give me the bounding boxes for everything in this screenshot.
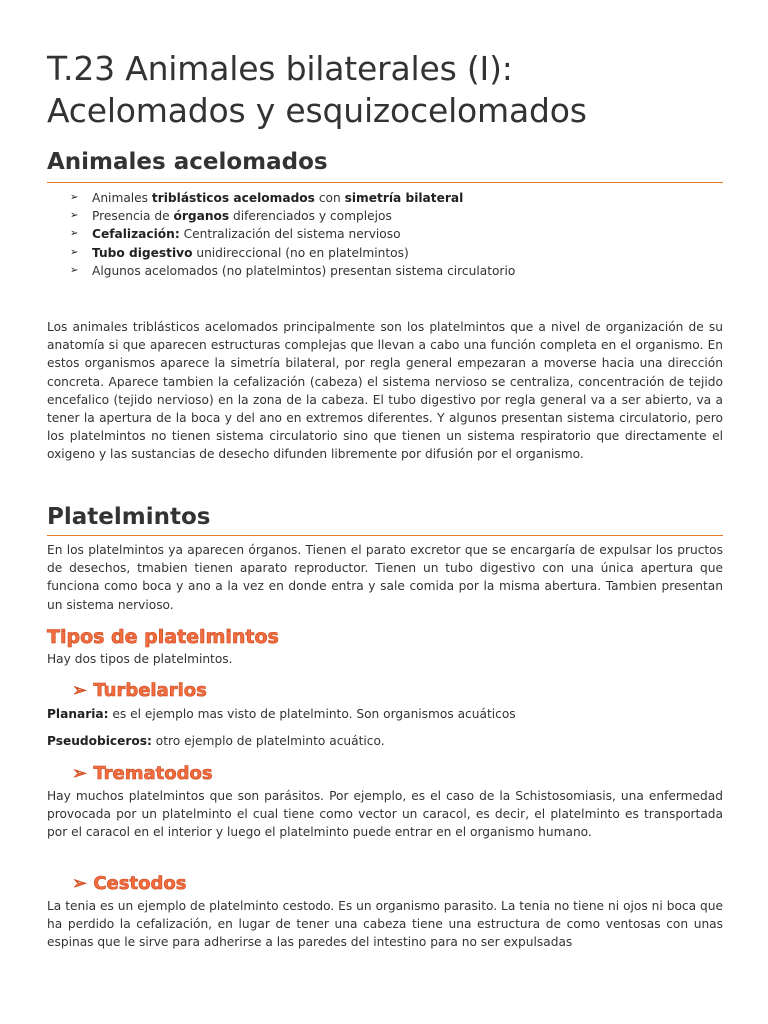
arrow-bullet-icon: ➢ — [70, 264, 79, 276]
heading-trematodos: ➢ Trematodos — [72, 763, 213, 784]
bullet-text: Animales — [92, 191, 152, 205]
bullet-text: Centralización del sistema nervioso — [179, 227, 401, 242]
list-item — [70, 225, 515, 243]
platelmintos-paragraph: En los platelmintos ya aparecen órganos. Tienen el parato excretor que se encargaría de expulsar los pructos de desechos, tmabien tienen aparato reproductor. Tienen un tubo digestivo con una única apertura que funciona como boca y ano a la vez en donde entra y sale comida por la misma abertura. Tambien presentan un sistema nervioso. — [47, 543, 723, 612]
bullet-bold: Cefalización: — [92, 227, 180, 242]
arrow-bullet-icon: ➢ — [70, 210, 79, 222]
arrow-bullet-icon: ➢ — [70, 192, 79, 203]
bullet-text: Algunos acelomados (no platelmintos) presentan sistema circulatorio — [92, 263, 516, 278]
heading-animales-acelomados: Animales acelomados — [47, 149, 328, 175]
tipos-intro: Hay dos tipos de platelmintos. — [47, 652, 233, 666]
acelomados-paragraph: Los animales triblásticos acelomados principalmente son los platelmintos que a nivel de organización de su anatomía si que aparecen estructuras complejas que llevan a cabo una función completa en el organismo. En estos organismos aparece la simetría bilateral, por regla general empezaran a moverse hacia una dirección concreta. Aparece tambien la cefalización (cabeza) el sistema nervioso se centraliza, concentración de tejido encefalico (tejido nervioso) en la zona de la cabeza. El tubo digestivo por regla general va a ser abierto, va a tener la apertura de la boca y del ano en extremos diferentes. Y algunos presentan sistema circulatorio, pero los platelmintos no tienen sistema circulatorio sino que tienen un sistema respiratorio que directamente el oxigeno y las sustancias de desecho difunden libremente por difusión por el organismo. — [47, 320, 723, 462]
heading-rule — [47, 182, 723, 183]
heading-rule — [47, 535, 723, 536]
planaria-label: Planaria: — [47, 707, 109, 721]
list-item — [70, 189, 515, 207]
document-title — [47, 48, 737, 132]
bullet-bold: simetría bilateral — [344, 191, 464, 205]
title-line-2: Acelomados y esquizocelomados — [47, 91, 587, 130]
bullet-text: diferenciados y complejos — [229, 209, 392, 224]
title-line-1: T.23 Animales bilaterales (I): — [47, 49, 513, 88]
list-item — [70, 207, 515, 225]
bullet-bold: Tubo digestivo — [92, 245, 193, 260]
heading-tipos-de-platelmintos: Tipos de platelmintos — [47, 626, 279, 648]
arrow-bullet-icon: ➢ — [70, 228, 79, 240]
heading-turbelarios: ➢ Turbelarios — [72, 680, 207, 701]
bullet-text: con — [314, 191, 345, 205]
bullet-text: Presencia de — [92, 209, 174, 224]
pseudobiceros-line — [47, 732, 723, 750]
features-list — [70, 189, 515, 280]
bullet-bold: triblásticos acelomados — [151, 191, 315, 205]
pseudobiceros-text: otro ejemplo de platelminto acuático. — [151, 734, 385, 748]
list-item — [70, 262, 515, 280]
pseudobiceros-label: Pseudobiceros: — [47, 734, 152, 748]
list-item — [70, 244, 515, 262]
arrow-bullet-icon: ➢ — [70, 246, 79, 258]
bullet-text: unidireccional (no en platelmintos) — [192, 245, 409, 260]
heading-platelmintos: Platelmintos — [47, 504, 211, 530]
bullet-bold: órganos — [173, 209, 230, 224]
trematodos-paragraph: Hay muchos platelmintos que son parásitos. Por ejemplo, es el caso de la Schistosomiasis, una enfermedad provocada por un platelminto el cual tiene como vector un caracol, es decir, el platelminto es transportada por el caracol en el interior y luego el platelminto puede entrar en el organismo humano. — [47, 789, 723, 840]
planaria-line — [47, 705, 723, 723]
planaria-text: es el ejemplo mas visto de platelminto. Son organismos acuáticos — [108, 707, 516, 721]
heading-cestodos: ➢ Cestodos — [72, 873, 187, 894]
cestodos-paragraph: La tenia es un ejemplo de platelminto cestodo. Es un organismo parasito. La tenia no tiene ni ojos ni boca que ha perdido la cefalización, en lugar de tener una cabeza tiene una estructura de como ventosas con unas espinas que le sirve para adherirse a las paredes del intestino para no ser expulsadas — [47, 899, 723, 950]
